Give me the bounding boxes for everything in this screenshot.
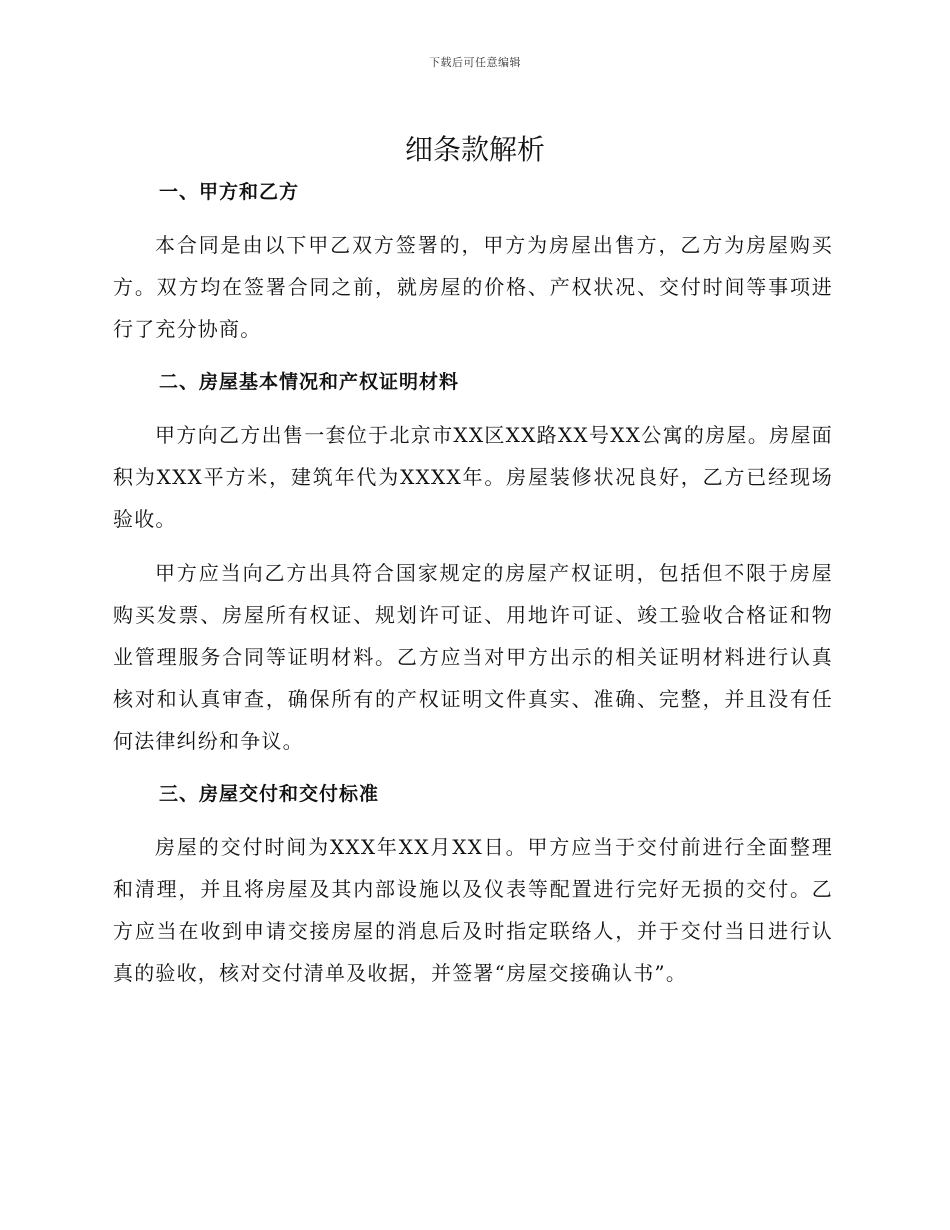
section-3-paragraph-1: 房屋的交付时间为XXX年XX月XX日。甲方应当于交付前进行全面整理和清理，并且将房屋及其内部设施以及仪表等配置进行完好无损的交付。乙方应当在收到申请交接房屋的消息后及时指定联络人，并于交付当日进行认真的验收，核对交付清单及收据，并签署“房屋交接确认书”。 xyxy=(113,835,833,985)
header-note: 下载后可任意编辑 xyxy=(429,56,521,69)
section-1-paragraph-1: 本合同是由以下甲乙双方签署的，甲方为房屋出售方，乙方为房屋购买方。双方均在签署合同之前，就房屋的价格、产权状况、交付时间等事项进行了充分协商。 xyxy=(113,233,833,341)
section-heading-2: 二、房屋基本情况和产权证明材料 xyxy=(159,371,460,393)
section-2-paragraph-1: 甲方向乙方出售一套位于北京市XX区XX路XX号XX公寓的房屋。房屋面积为XXX平方米，建筑年代为XXXX年。房屋装修状况良好，乙方已经现场验收。 xyxy=(113,423,833,531)
section-heading-3: 三、房屋交付和交付标准 xyxy=(159,783,380,805)
document-body xyxy=(113,172,833,1006)
section-2-paragraph-2: 甲方应当向乙方出具符合国家规定的房屋产权证明，包括但不限于房屋购买发票、房屋所有权证、规划许可证、用地许可证、竣工验收合格证和物业管理服务合同等证明材料。乙方应当对甲方出示的相关证明材料进行认真核对和认真审查，确保所有的产权证明文件真实、准确、完整，并且没有任何法律纠纷和争议。 xyxy=(113,561,833,753)
section-heading-1: 一、甲方和乙方 xyxy=(159,181,300,203)
document-title: 细条款解析 xyxy=(404,133,545,166)
